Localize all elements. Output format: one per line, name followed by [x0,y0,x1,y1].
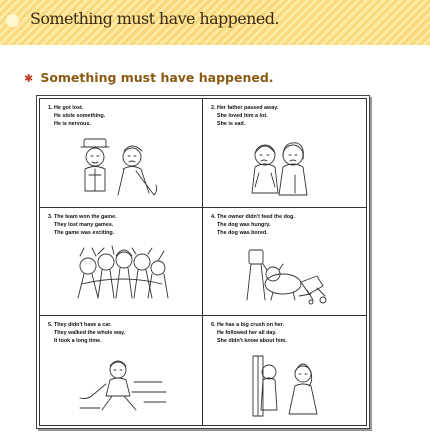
panel-2-line-3: She is sad. [217,121,246,127]
panel-6 [203,316,366,425]
panel-1-illustration [40,135,203,205]
panel-3-line-2: They lost many games. [54,221,114,228]
panel-5-line-3: It took a long time. [54,338,102,345]
panel-3-illustration [40,244,203,314]
panel-2-line-2: She loved him a lot. [217,113,268,119]
panel-3 [40,208,203,317]
panel-5 [40,316,203,425]
panel-1-text [48,104,105,128]
banner-bullet-icon [6,14,19,27]
panel-6-text [211,321,287,345]
panel-5-illustration [40,352,203,422]
panel-1-line-3: He is nervous. [54,121,91,127]
panel-5-line-2: They walked the whole way. [54,330,126,337]
panel-1-line-1: 1. He got lost. [48,105,84,111]
panel-5-line-1: 5. They didn't have a car. [48,322,112,329]
panel-2-line-1: 2. Her father passed away. [211,105,279,111]
panel-6-illustration [203,352,366,422]
panel-3-text [48,213,117,237]
panel-2 [203,99,366,208]
panel-6-line-1: 6. He has a big crush on her. [211,322,285,329]
panel-5-text [48,321,125,345]
star-icon: ✱ [24,72,34,85]
banner-title: Something must have happened. [30,9,279,28]
panel-3-line-1: 3. The team won the game. [48,213,117,220]
panel-1 [40,99,203,208]
panel-4-illustration [203,244,366,314]
panel-grid [39,98,367,426]
panel-2-text [211,104,278,128]
panel-3-line-3: The game was exciting. [54,229,115,236]
panel-4-text [211,213,295,237]
header-banner [0,0,430,45]
panel-4-line-1: 4. The owner didn't feed the dog. [211,213,295,220]
subtitle-row [24,67,274,86]
panel-4-line-2: The dog was hungry. [217,221,271,228]
worksheet [36,95,370,429]
subtitle: Something must have happened. [40,70,274,85]
panel-6-line-3: She didn't know about him. [217,338,287,345]
panel-2-illustration [203,135,366,205]
panel-4 [203,208,366,317]
panel-6-line-2: He followed her all day. [217,330,277,337]
panel-1-line-2: He stole something. [54,113,106,119]
panel-4-line-3: The dog was bored. [217,229,268,236]
